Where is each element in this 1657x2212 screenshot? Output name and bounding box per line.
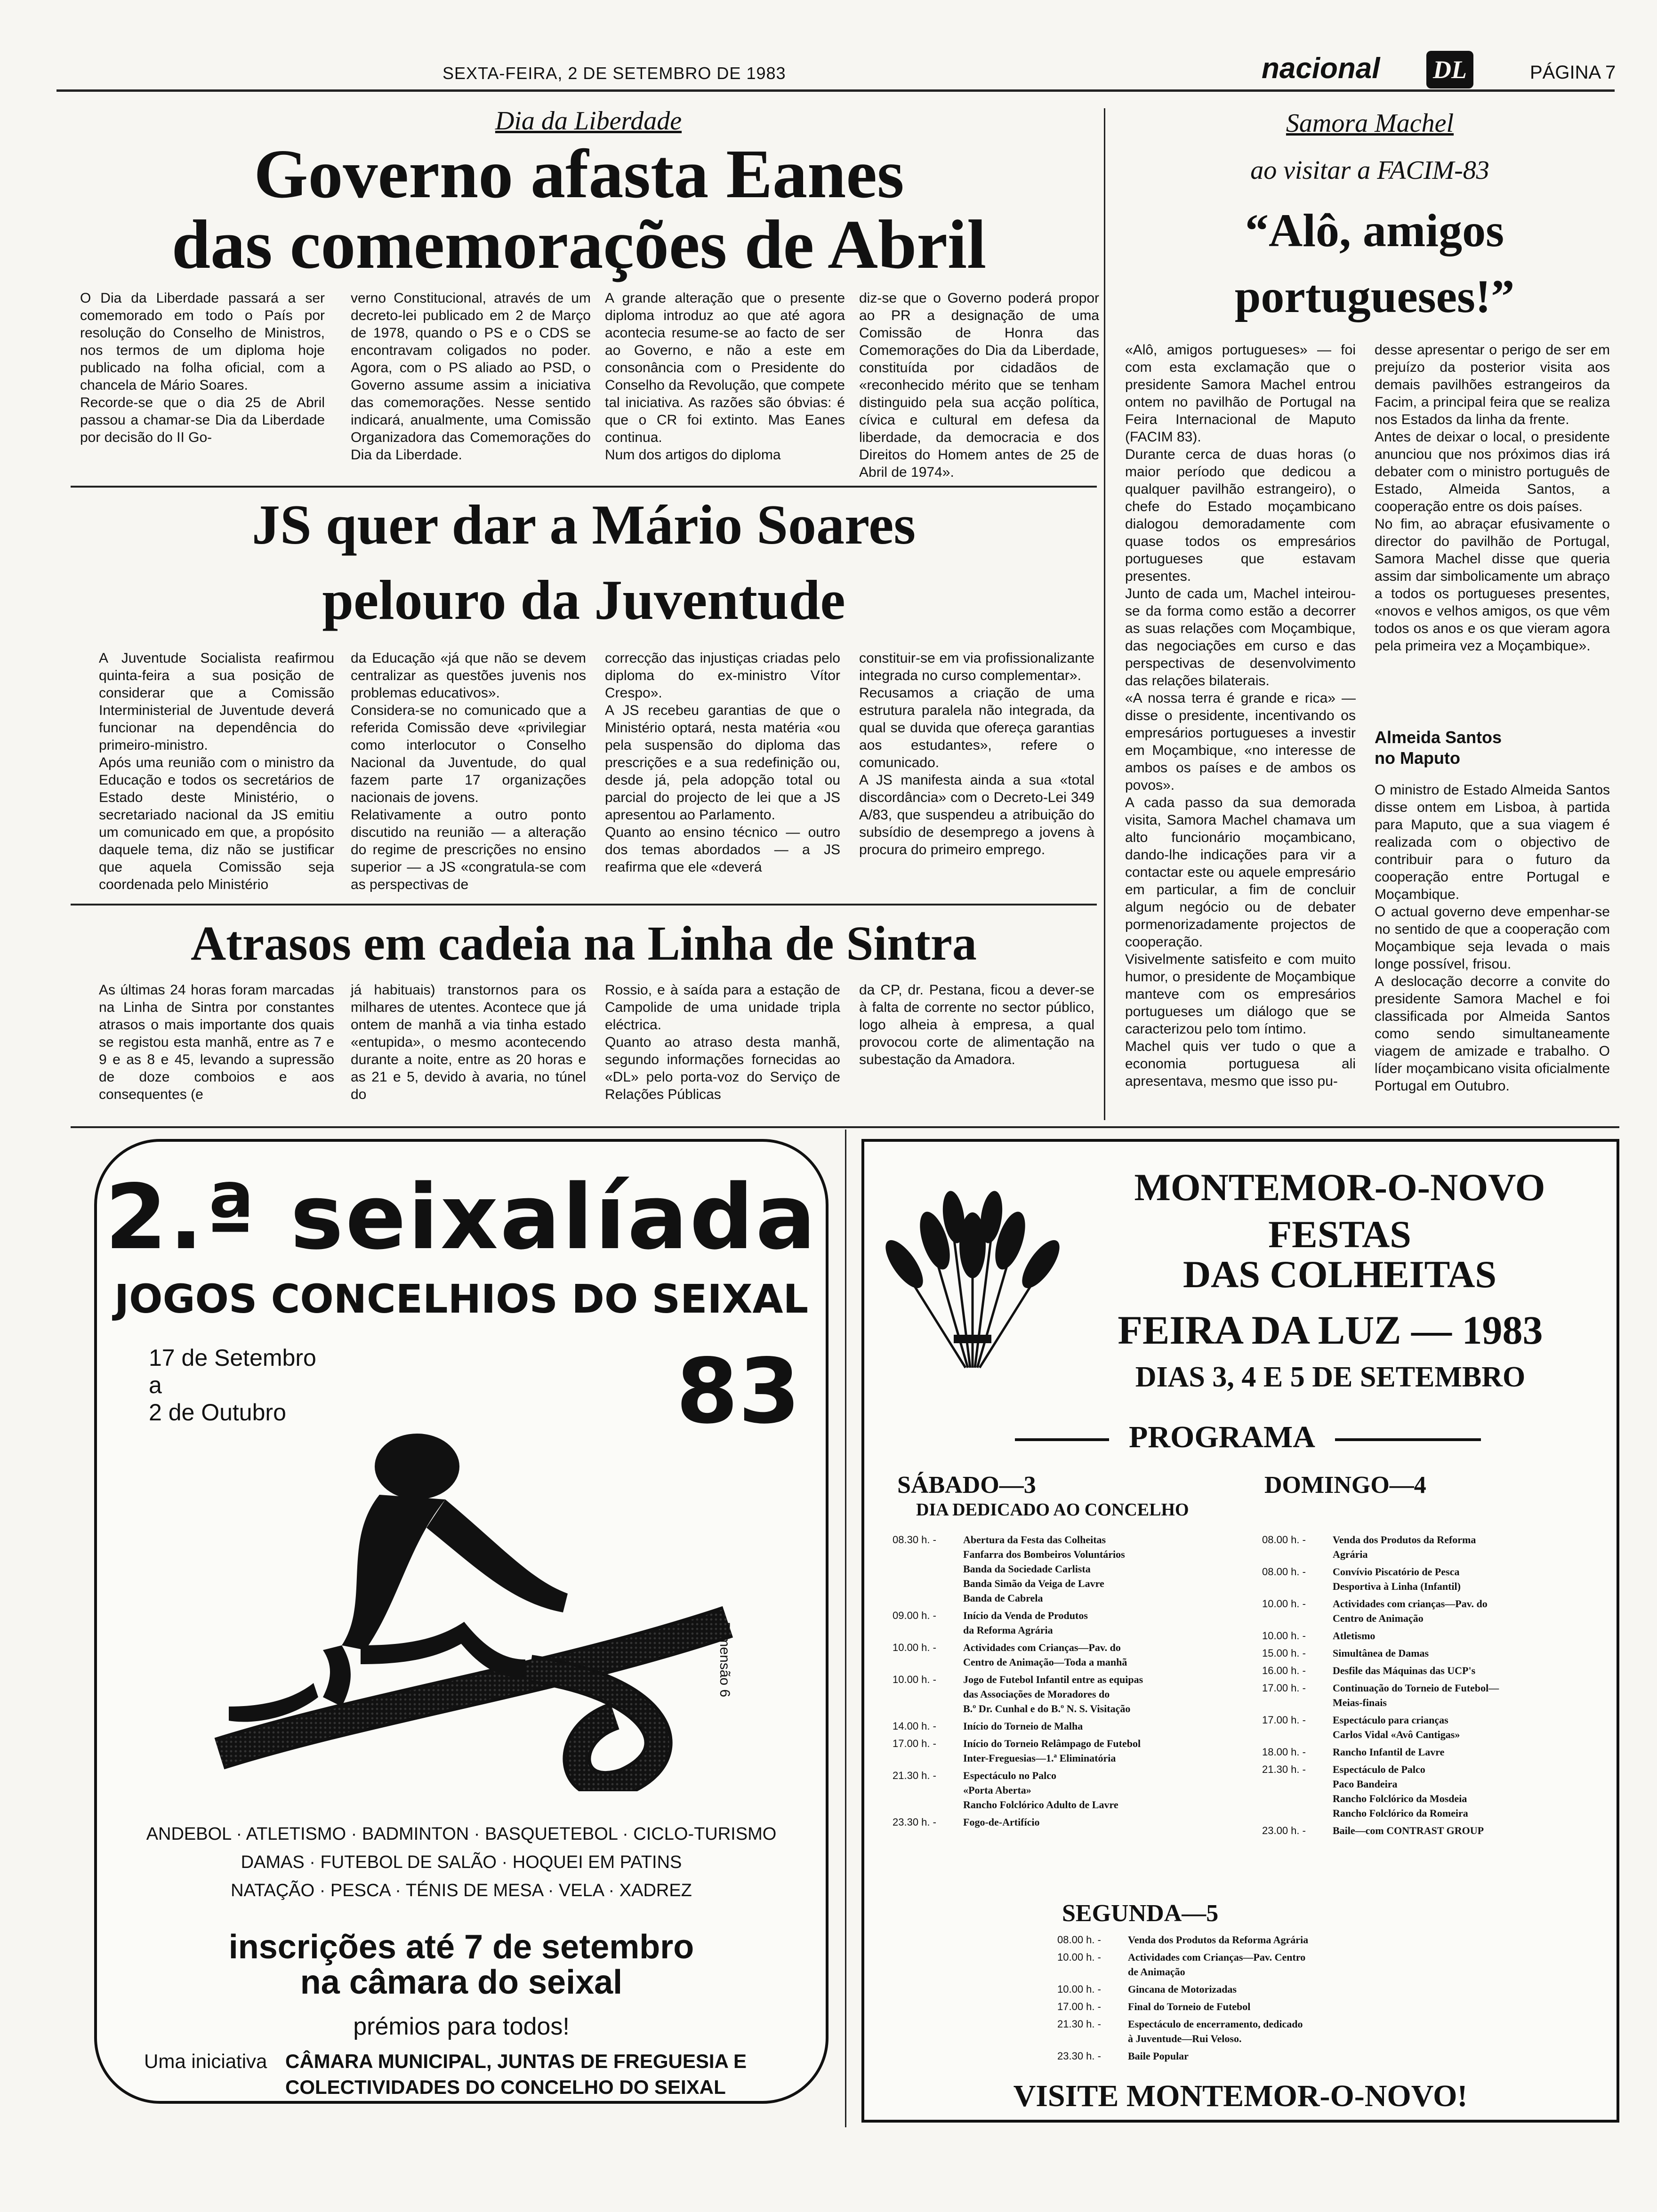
- monday-schedule-event: Gincana de Motorizadas: [1128, 1983, 1237, 1995]
- sunday-schedule-item: [1262, 1564, 1610, 1594]
- seixaliada-dates: 17 de Setembro a 2 de Outubro: [149, 1345, 316, 1426]
- header-page-number: PÁGINA 7: [1530, 62, 1616, 83]
- saturday-schedule-item: [893, 1672, 1241, 1716]
- montemor-festas-line2: DAS COLHEITAS: [1182, 1253, 1497, 1296]
- monday-schedule-item: [1057, 2049, 1481, 2063]
- article4-column-2a: desse apresentar o perigo de ser em prejuízo da posterior visita aos demais pavilhões estrangeiros da Facim, a principal feira que se realiza nos Estados da linha da frente. Antes de deixar o local, o presidente anunciou que nos próximos dias irá debater com o ministro português de Estado, Almeida Santos, a cooperação entre os dois países. No fim, ao abraçar efusivamente o director do pavilhão de Portugal, Samora Machel disse que queria assim dar simbolicamente um abraço a todos os portugueses presentes, «novos e velhos amigos, os que vêm todos os anos e os que vieram agora pela primeira vez a Moçambique».: [1375, 342, 1610, 654]
- article1-headline-line2: das comemorações de Abril: [171, 206, 987, 283]
- montemor-title: MONTEMOR-O-NOVO: [1134, 1166, 1545, 1209]
- seixaliada-subtitle: JOGOS CONCELHIOS DO SEIXAL: [114, 1276, 809, 1322]
- monday-schedule-event: Baile Popular: [1128, 2050, 1189, 2062]
- monday-schedule-event: Espectáculo de encerramento, dedicado à Juventude—Rui Veloso.: [1128, 2018, 1303, 2044]
- monday-title: SEGUNDA—5: [1062, 1900, 1219, 1927]
- sunday-schedule-item: [1262, 1681, 1610, 1710]
- montemor-days: DIAS 3, 4 E 5 DE SETEMBRO: [1135, 1361, 1526, 1393]
- article2-column-4: constituir-se em via profissionalizante integrada no curso complementar». Recusamos a criação de uma estrutura paralela não integrada, da qual se duvida que ofereça garantias aos estudantes», refere o comunicado. A JS manifesta ainda a sua «total discordância» com o Decreto-Lei 349 A/83, que suspendeu a atribuição do subsídio de desemprego a jovens à procura do primeiro emprego.: [859, 650, 1094, 858]
- montemor-ad: [861, 1139, 1619, 2123]
- article4-subkicker: ao visitar a FACIM-83: [1250, 156, 1489, 185]
- monday-schedule-item: [1057, 1932, 1481, 1947]
- seixaliada-prizes: prémios para todos!: [353, 2013, 570, 2040]
- monday-schedule-item: [1057, 1999, 1481, 2014]
- sunday-schedule-time: 17.00 h. -: [1262, 1714, 1306, 1726]
- sunday-schedule-time: 18.00 h. -: [1262, 1746, 1306, 1758]
- header-rule: [56, 89, 1615, 92]
- saturday-schedule-item: [893, 1719, 1241, 1733]
- seixaliada-signup-line2: na câmara do seixal: [300, 1964, 623, 2001]
- sunday-schedule-time: 21.30 h. -: [1262, 1763, 1306, 1775]
- montemor-programa: PROGRAMA: [1129, 1420, 1315, 1454]
- article2-headline-line1: JS quer dar a Mário Soares: [251, 493, 916, 556]
- seixaliada-year: 83: [676, 1339, 801, 1443]
- article1-column-3: A grande alteração que o presente diploma introduz ao que até agora acontecia resume-se ao facto de ser ao Governo, e não a este em consonância com o Presidente do Conselho da Revolução, que compete tal iniciativa. As razões são óbvias: é que o CR foi extinto. Mas Eanes continua. Num dos artigos do diploma: [605, 290, 845, 463]
- sunday-schedule-event: Simultânea de Damas: [1333, 1647, 1429, 1659]
- article1-column-4: diz-se que o Governo poderá propor ao PR a designação de uma Comissão de Honra das Comemorações do Dia da Liberdade, constituída por cidadãos de «reconhecido mérito que se tenham distinguido pela sua acção política, cívica e cultural em defesa da liberdade, da democracia e dos Direitos do Homem antes de 25 de Abril de 1974».: [859, 290, 1099, 480]
- saturday-schedule-event: Actividades com Crianças—Pav. do Centro de Animação—Toda a manhã: [963, 1642, 1127, 1668]
- article1-bottom-rule: [71, 486, 1097, 488]
- saturday-schedule-event: Início do Torneio de Malha: [963, 1720, 1083, 1732]
- athlete-illustration: [201, 1424, 765, 1791]
- sunday-schedule-item: [1262, 1596, 1610, 1626]
- saturday-schedule-time: 08.30 h. -: [893, 1534, 936, 1546]
- article3-column-3: Rossio, e à saída para a estação de Campolide de uma unidade tripla eléctrica. Quanto ao atraso desta manhã, segundo informações fornecidas ao «DL» pelo porta-voz do Serviço de Relações Públicas: [605, 982, 840, 1102]
- seixaliada-sports-line2: DAMAS · FUTEBOL DE SALÃO · HOQUEI EM PATINS: [241, 1852, 682, 1872]
- header-date: SEXTA-FEIRA, 2 DE SETEMBRO DE 1983: [442, 64, 786, 83]
- monday-schedule: [1057, 1932, 1481, 2066]
- seixaliada-ad: [94, 1139, 828, 2104]
- monday-schedule-event: Actividades com Crianças—Pav. Centro de Animação: [1128, 1951, 1306, 1978]
- programa-rule-right: [1335, 1438, 1481, 1441]
- montemor-festas-line1: FESTAS: [1268, 1213, 1411, 1256]
- article2-column-3: correcção das injustiças criadas pelo diploma do ex-ministro Vítor Crespo». A JS recebeu garantias de que o Ministério optará, nesta matéria «ou pela suspensão do diploma das prescrições e a sua redefinição ou, desde já, pela adopção total ou parcial do projecto de lei que a JS apresentou ao Parlamento. Quanto ao ensino técnico — outro dos temas abordados — a JS reafirma que ele «deverá: [605, 650, 840, 875]
- article4-column-1: «Alô, amigos portugueses» — foi com esta exclamação que o presidente Samora Machel entrou ontem no pavilhão de Portugal na Feira Internacional de Maputo (FACIM 83). Durante cerca de duas horas (o maior período que dedicou a qualquer pavilhão estrangeiro), o chefe do Estado moçambicano dialogou demoradamente com quase todos os empresários portugueses que estavam presentes. Junto de cada um, Machel inteirou-se da forma como estão a decorrer as suas relações com Moçambique, das negociações em curso e das perspectivas de desenvolvimento das relações bilaterais. «A nossa terra é grande e rica» — disse o presidente, incentivando os empresários portugueses a investir em Moçambique, «no interesse de ambos os países e de ambos os povos». A cada passo da sua demorada visita, Samora Machel chamava um alto funcionário moçambicano, dando-lhe indicações para vir a contactar este ou aquele empresário em particular, a fim de concluir algum negócio ou de debater pormenorizadamente projectos de cooperação. Visivelmente satisfeito e com muito humor, o presidente de Moçambique manteve com os empresários portugueses um diálogo que se caracterizou pelo tom íntimo. Machel quis ver tudo o que a economia portuguesa ali apresentava, mesmo que isso pu-: [1125, 342, 1356, 1089]
- saturday-schedule-time: 17.00 h. -: [893, 1738, 936, 1749]
- seixaliada-footer-line2: COLECTIVIDADES DO CONCELHO DO SEIXAL: [285, 2076, 726, 2098]
- saturday-title: SÁBADO—3: [897, 1472, 1036, 1499]
- sunday-schedule-time: 16.00 h. -: [1262, 1665, 1306, 1676]
- sunday-schedule-event: Espectáculo para crianças Carlos Vidal «Avô Cantigas»: [1333, 1714, 1460, 1740]
- sunday-schedule-event: Actividades com crianças—Pav. do Centro de Animação: [1333, 1598, 1488, 1624]
- saturday-schedule-event: Abertura da Festa das Colheitas Fanfarra dos Bombeiros Voluntários Banda da Sociedade Carlista Banda Simão da Veiga de Lavre Banda de Cabrela: [963, 1534, 1125, 1604]
- article1-headline-line1: Governo afasta Eanes: [254, 136, 904, 213]
- header-brand: nacional: [1262, 52, 1380, 85]
- ads-divider: [845, 1130, 846, 2127]
- sunday-schedule-time: 10.00 h. -: [1262, 1630, 1306, 1642]
- sunday-title: DOMINGO—4: [1264, 1472, 1426, 1499]
- monday-schedule-event: Venda dos Produtos da Reforma Agrária: [1128, 1934, 1309, 1946]
- montemor-footer: VISITE MONTEMOR-O-NOVO!: [1013, 2079, 1468, 2113]
- saturday-schedule-time: 21.30 h. -: [893, 1770, 936, 1781]
- saturday-schedule-time: 10.00 h. -: [893, 1642, 936, 1653]
- monday-schedule-item: [1057, 2017, 1481, 2046]
- monday-schedule-event: Final do Torneio de Futebol: [1128, 2001, 1251, 2012]
- dl-logo-icon: [1426, 51, 1473, 88]
- sunday-schedule-item: [1262, 1745, 1610, 1759]
- article3-headline: Atrasos em cadeia na Linha de Sintra: [191, 916, 977, 970]
- saturday-schedule: [893, 1532, 1241, 1832]
- sunday-schedule-item: [1262, 1628, 1610, 1643]
- sunday-schedule-item: [1262, 1532, 1610, 1562]
- sunday-schedule-event: Convívio Piscatório de Pesca Desportiva à Linha (Infantil): [1333, 1566, 1461, 1592]
- saturday-schedule-event: Início da Venda de Produtos da Reforma Agrária: [963, 1610, 1088, 1636]
- sunday-schedule-event: Continuação do Torneio de Futebol— Meias-finais: [1333, 1682, 1499, 1708]
- saturday-schedule-event: Jogo de Futebol Infantil entre as equipas das Associações de Moradores do B.º Dr. Cunhal e do B.º N. S. Visitação: [963, 1674, 1143, 1715]
- article4-headline-line1: “Alô, amigos: [1245, 204, 1504, 256]
- sunday-schedule-event: Rancho Infantil de Lavre: [1333, 1746, 1445, 1758]
- sunday-schedule-time: 08.00 h. -: [1262, 1566, 1306, 1578]
- saturday-schedule-item: [893, 1768, 1241, 1812]
- sunday-schedule-time: 10.00 h. -: [1262, 1598, 1306, 1610]
- monday-schedule-time: 10.00 h. -: [1057, 1951, 1101, 1963]
- sunday-schedule-time: 08.00 h. -: [1262, 1534, 1306, 1546]
- sunday-schedule-time: 15.00 h. -: [1262, 1647, 1306, 1659]
- monday-schedule-time: 08.00 h. -: [1057, 1934, 1101, 1946]
- saturday-schedule-item: [893, 1815, 1241, 1829]
- article3-column-4: da CP, dr. Pestana, ficou a dever-se à falta de corrente no sector público, logo alheia à empresa, a qual provocou corte de alimentação na subestação da Amadora.: [859, 982, 1094, 1067]
- saturday-schedule-item: [893, 1608, 1241, 1637]
- saturday-schedule-event: Fogo-de-Artifício: [963, 1816, 1040, 1828]
- seixaliada-signup-line1: inscrições até 7 de setembro: [228, 1928, 694, 1966]
- sunday-schedule-event: Espectáculo de Palco Paco Bandeira Rancho Folclórico da Mosdeia Rancho Folclórico da Romeira: [1333, 1763, 1468, 1819]
- sunday-schedule-item: [1262, 1646, 1610, 1660]
- seixaliada-sports-line3: NATAÇÃO · PESCA · TÉNIS DE MESA · VELA · XADREZ: [231, 1881, 692, 1900]
- monday-schedule-time: 23.30 h. -: [1057, 2050, 1101, 2062]
- monday-schedule-item: [1057, 1982, 1481, 1996]
- article4-subhead: Almeida Santos no Maputo: [1375, 728, 1502, 768]
- article1-column-1: O Dia da Liberdade passará a ser comemorado em todo o País por resolução do Conselho de Ministros, nos termos de um diploma hoje publicado na folha oficial, com a chancela de Mário Soares. Recorde-se que o dia 25 de Abril passou a chamar-se Dia da Liberdade por decisão do II Go-: [80, 290, 325, 445]
- saturday-schedule-time: 10.00 h. -: [893, 1674, 936, 1685]
- saturday-schedule-time: 09.00 h. -: [893, 1610, 936, 1621]
- wheat-sheaf-icon: [878, 1179, 1067, 1377]
- saturday-schedule-time: 23.30 h. -: [893, 1816, 936, 1828]
- monday-schedule-item: [1057, 1950, 1481, 1979]
- page-header: [0, 0, 1657, 94]
- monday-schedule-time: 10.00 h. -: [1057, 1983, 1101, 1995]
- monday-schedule-time: 21.30 h. -: [1057, 2018, 1101, 2030]
- seixaliada-footer-line1: CÂMARA MUNICIPAL, JUNTAS DE FREGUESIA E: [285, 2050, 747, 2072]
- ads-top-rule: [71, 1126, 1619, 1128]
- article3-column-1: As últimas 24 horas foram marcadas na Linha de Sintra por constantes atrasos o mais importante dos quais se registou esta manhã, entre as 7 e 9 e as 8 e 45, levando a supressão de doze comboios e aos consequentes (e: [99, 982, 334, 1102]
- monday-schedule-time: 17.00 h. -: [1057, 2001, 1101, 2012]
- sunday-schedule-item: [1262, 1663, 1610, 1678]
- seixaliada-title: 2.ª seixalíada: [105, 1165, 818, 1269]
- sunday-schedule-event: Venda dos Produtos da Reforma Agrária: [1333, 1534, 1476, 1560]
- saturday-schedule-item: [893, 1640, 1241, 1669]
- article2-bottom-rule: [71, 904, 1097, 906]
- sunday-schedule-event: Atletismo: [1333, 1630, 1375, 1642]
- dl-logo-letters: DL: [1433, 56, 1467, 84]
- seixaliada-side-label: Dimensão 6: [717, 1622, 732, 1698]
- article2-headline-line2: pelouro da Juventude: [322, 569, 845, 631]
- article2-column-2: da Educação «já que não se devem centralizar as questões juvenis nos problemas educativos». Considera-se no comunicado que a referida Comissão deve «privilegiar como interlocutor o Conselho Nacional da Juventude, do qual fazem parte 17 organizações nacionais de jovens. Relativamente a outro ponto discutido na reunião — a alteração do regime de prescrições no ensino superior — a JS «congratula-se com as perspectivas de: [351, 650, 586, 892]
- programa-rule-left: [1015, 1438, 1109, 1441]
- saturday-schedule-event: Início do Torneio Relâmpago de Futebol Inter-Freguesias—1.ª Eliminatória: [963, 1738, 1141, 1764]
- article4-kicker: Samora Machel: [1286, 109, 1454, 138]
- article1-kicker: Dia da Liberdade: [495, 106, 682, 136]
- sunday-schedule-event: Baile—com CONTRAST GROUP: [1333, 1825, 1484, 1836]
- saturday-schedule-event: Espectáculo no Palco «Porta Aberta» Rancho Folclórico Adulto de Lavre: [963, 1770, 1118, 1811]
- saturday-schedule-item: [893, 1532, 1241, 1605]
- article4-headline-line2: portugueses!”: [1234, 270, 1515, 322]
- saturday-schedule-time: 14.00 h. -: [893, 1720, 936, 1732]
- seixaliada-sports-line1: ANDEBOL · ATLETISMO · BADMINTON · BASQUETEBOL · CICLO-TURISMO: [146, 1824, 777, 1844]
- seixaliada-footer-intro: Uma iniciativa: [144, 2050, 267, 2072]
- article3-column-2: já habituais) transtornos para os milhares de utentes. Acontece que já ontem de manhã a via tinha estado «entupida», o mesmo acontecendo durante a noite, entre as 20 horas e as 21 e 5, devido à avaria, no túnel do: [351, 982, 586, 1102]
- montemor-feira: FEIRA DA LUZ — 1983: [1118, 1307, 1543, 1353]
- sunday-schedule-event: Desfile das Máquinas das UCP's: [1333, 1665, 1476, 1676]
- sunday-schedule-time: 23.00 h. -: [1262, 1825, 1306, 1836]
- article2-column-1: A Juventude Socialista reafirmou quinta-feira a sua posição de considerar que a Comissão Interministerial de Juventude deverá funcionar na dependência do primeiro-ministro. Após uma reunião com o ministro da Educação e todos os secretários de Estado deste Ministério, o secretariado nacional da JS emitiu um comunicado em que, a propósito daquele tema, diz não se justificar que aquela Comissão seja coordenada pelo Ministério: [99, 650, 334, 892]
- saturday-subtitle: DIA DEDICADO AO CONCELHO: [916, 1500, 1189, 1520]
- article4-column-2b: O ministro de Estado Almeida Santos disse ontem em Lisboa, à partida para Maputo, que a sua viagem é realizada com o objectivo de contribuir para o futuro da cooperação entre Portugal e Moçambique. O actual governo deve empenhar-se no sentido de que a cooperação com Moçambique seja levada o mais longe possível, frisou. A deslocação decorre a convite do presidente Samora Machel e foi classificada por Almeida Santos como sendo simultaneamente viagem de amizade e trabalho. O líder moçambicano visita oficialmente Portugal em Outubro.: [1375, 782, 1610, 1094]
- sunday-schedule-time: 17.00 h. -: [1262, 1682, 1306, 1694]
- article1-column-2: verno Constitucional, através de um decreto-lei publicado em 2 de Março de 1978, quando o PS e o CDS se encontravam coligados no poder. Agora, com o PS aliado ao PSD, o Governo assume assim a iniciativa das comemorações. Nesse sentido indicará, anualmente, uma Comissão Organizadora das Comemorações do Dia da Liberdade.: [351, 290, 591, 463]
- sunday-schedule: [1262, 1532, 1610, 1841]
- column-divider: [1104, 108, 1105, 1120]
- saturday-schedule-item: [893, 1736, 1241, 1765]
- sunday-schedule-item: [1262, 1762, 1610, 1820]
- sunday-schedule-item: [1262, 1713, 1610, 1742]
- sunday-schedule-item: [1262, 1823, 1610, 1838]
